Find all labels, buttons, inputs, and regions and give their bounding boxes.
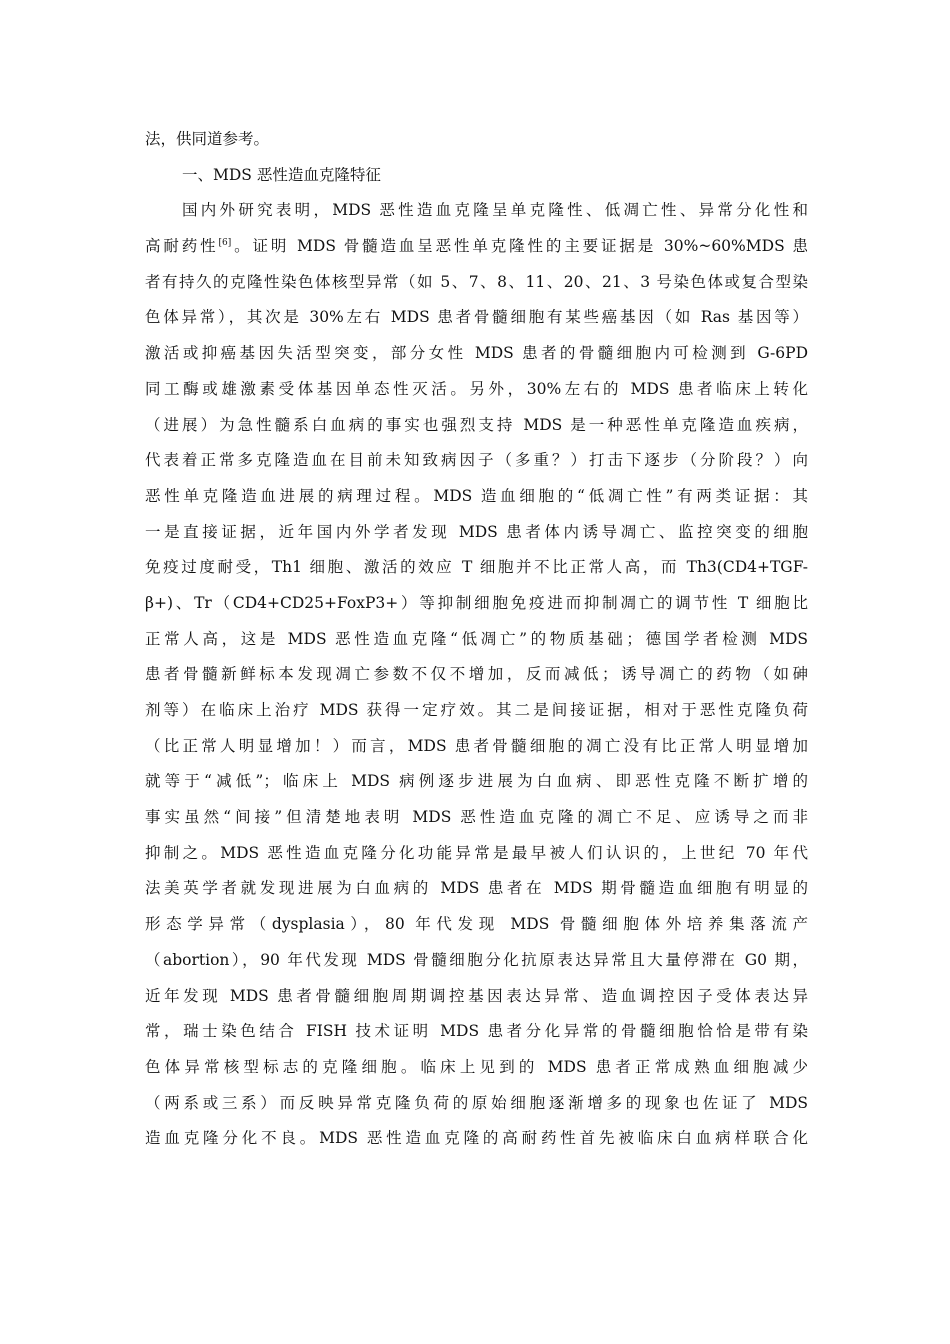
text-fragment: 。证明 MDS 骨髓造血呈恶性单克隆性的主要证据是 30%~60%MDS 患: [231, 237, 808, 256]
text-line: 造血克隆分化不良。MDS 恶性造血克隆的高耐药性首先被临床白血病样联合化: [145, 1129, 808, 1148]
text-line: 恶性单克隆造血进展的病理过程。MDS 造血细胞的“低凋亡性”有两类证据：其: [145, 486, 808, 505]
text-line: 形态学异常（dysplasia），80 年代发现 MDS 骨髓细胞体外培养集落流产: [145, 915, 808, 934]
text-line: （abortion），90 年代发现 MDS 骨髓细胞分化抗原表达异常且大量停滞在 G0 期，: [145, 950, 808, 969]
text-line: 近年发现 MDS 患者骨髓细胞周期调控基因表达异常、造血调控因子受体表达异: [145, 986, 808, 1005]
text-line: 色体异常），其次是 30%左右 MDS 患者骨髓细胞有某些癌基因（如 Ras 基因等）: [145, 308, 808, 327]
text-line: 法美英学者就发现进展为白血病的 MDS 患者在 MDS 期骨髓造血细胞有明显的: [145, 879, 808, 898]
text-line: 事实虽然“间接”但清楚地表明 MDS 恶性造血克隆的凋亡不足、应诱导之而非: [145, 808, 808, 827]
text-fragment: 高耐药性: [145, 237, 219, 256]
text-line: 患者骨髓新鲜标本发现凋亡参数不仅不增加，反而减低；诱导凋亡的药物（如砷: [145, 665, 808, 684]
text-line: 免疫过度耐受，Th1 细胞、激活的效应 T 细胞并不比正常人高，而 Th3(CD4+TGF-: [145, 558, 808, 577]
text-line: 国内外研究表明，MDS 恶性造血克隆呈单克隆性、低凋亡性、异常分化性和: [182, 201, 808, 220]
text-line: 代表着正常多克隆造血在目前未知致病因子（多重？）打击下逐步（分阶段？）向: [145, 451, 808, 470]
document-page: [145, 122, 808, 1157]
text-line: 正常人高，这是 MDS 恶性造血克隆“低凋亡”的物质基础；德国学者检测 MDS: [145, 629, 808, 648]
text-line: （比正常人明显增加！）而言，MDS 患者骨髓细胞的凋亡没有比正常人明显增加: [145, 736, 808, 755]
text-line: 常，瑞士染色结合 FISH 技术证明 MDS 患者分化异常的骨髓细胞恰恰是带有染: [145, 1022, 808, 1041]
text-line: [145, 229, 808, 265]
text-line: 者有持久的克隆性染色体核型异常（如 5、7、8、11、20、21、3 号染色体或复合型染: [145, 272, 808, 291]
text-line: （进展）为急性髓系白血病的事实也强烈支持 MDS 是一种恶性单克隆造血疾病，: [145, 415, 808, 434]
text-line: 激活或抑癌基因失活型突变，部分女性 MDS 患者的骨髓细胞内可检测到 G-6PD: [145, 344, 808, 363]
text-line: 抑制之。MDS 恶性造血克隆分化功能异常是最早被人们认识的，上世纪 70 年代: [145, 843, 808, 862]
text-line: 色体异常核型标志的克隆细胞。临床上见到的 MDS 患者正常成熟血细胞减少: [145, 1057, 808, 1076]
section-heading: 一、MDS 恶性造血克隆特征: [182, 165, 381, 184]
text-line: （两系或三系）而反映异常克隆负荷的原始细胞逐渐增多的现象也佐证了 MDS: [145, 1093, 808, 1112]
text-line: 就等于“减低”；临床上 MDS 病例逐步进展为白血病、即恶性克隆不断扩增的: [145, 772, 808, 791]
text-line: β+)、Tr（CD4+CD25+FoxP3+）等抑制细胞免疫进而抑制凋亡的调节性 T 细胞比: [145, 593, 808, 612]
text-line: 同工酶或雄激素受体基因单态性灭活。另外，30%左右的 MDS 患者临床上转化: [145, 379, 808, 398]
text-line: 一是直接证据，近年国内外学者发现 MDS 患者体内诱导凋亡、监控突变的细胞: [145, 522, 808, 541]
text-line: 法，供同道参考。: [145, 130, 270, 148]
text-line: 剂等）在临床上治疗 MDS 获得一定疗效。其二是间接证据，相对于恶性克隆负荷: [145, 701, 808, 719]
citation-ref: [6]: [218, 238, 232, 249]
